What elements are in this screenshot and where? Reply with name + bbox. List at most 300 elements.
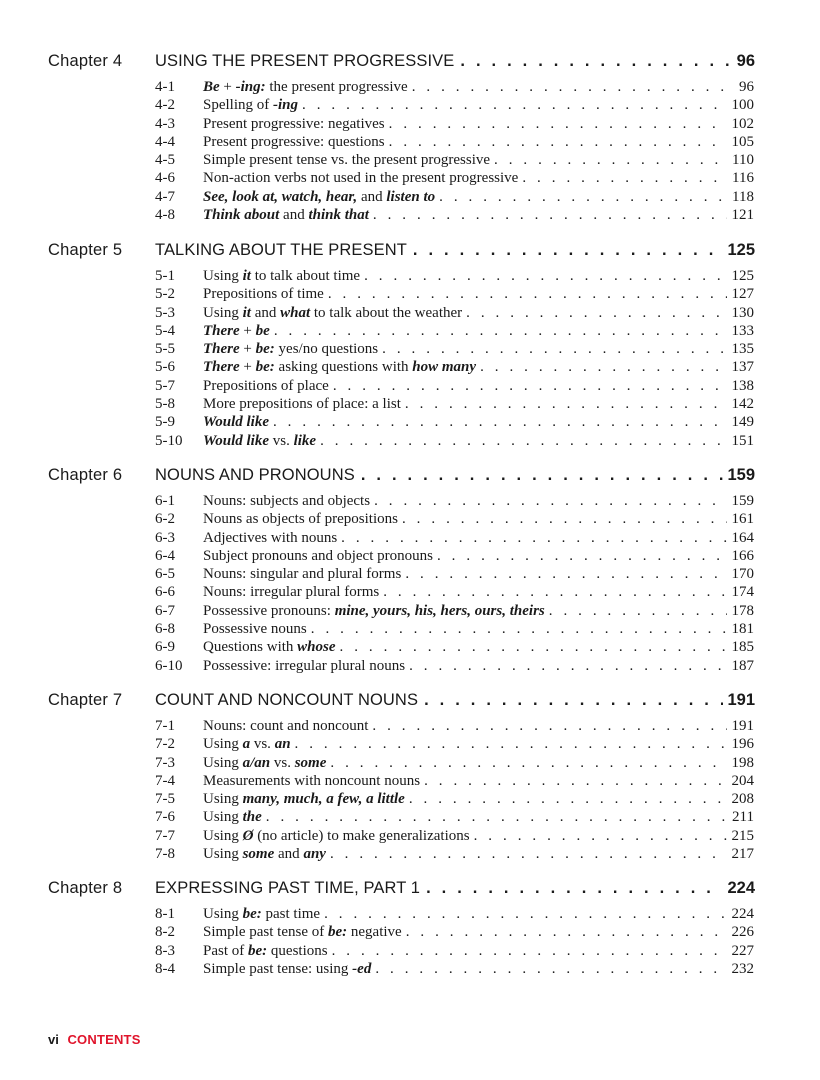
- section-page-number: 118: [732, 188, 754, 205]
- dot-leader: [389, 115, 727, 133]
- chapter-label: Chapter 4: [48, 52, 123, 70]
- section-title-emphasis: be:: [255, 359, 275, 376]
- section-title-text: and: [250, 304, 281, 321]
- dot-leader: [372, 717, 726, 735]
- section-number: 6-5: [155, 566, 175, 583]
- chapter-heading[interactable]: [0, 877, 820, 905]
- section-entry[interactable]: [0, 510, 820, 528]
- section-title-text: Possessive: irregular plural nouns: [203, 657, 406, 674]
- section-number: 5-4: [155, 322, 175, 339]
- section-page-number: 166: [731, 547, 754, 564]
- section-title-text: More prepositions of place: a list: [203, 396, 401, 413]
- section-title-text: vs.: [270, 754, 295, 771]
- dot-leader: [494, 151, 727, 169]
- section-title: [203, 169, 518, 187]
- section-entry[interactable]: [0, 322, 820, 340]
- dot-leader: [409, 657, 726, 675]
- chapter-heading[interactable]: [0, 689, 820, 717]
- chapter-page-number: 224: [727, 879, 755, 897]
- section-title-text: Subject pronouns and object pronouns: [203, 547, 433, 564]
- section-entry[interactable]: [0, 772, 820, 790]
- section-title-emphasis: Think about: [203, 207, 280, 224]
- chapter-page-number: 125: [727, 241, 755, 259]
- section-entry[interactable]: [0, 942, 820, 960]
- chapter-heading[interactable]: [0, 239, 820, 267]
- section-title: [203, 529, 337, 547]
- section-title: [203, 285, 324, 303]
- section-number: 5-6: [155, 359, 175, 376]
- section-title: [203, 413, 269, 431]
- section-page-number: 164: [731, 529, 754, 546]
- section-entry[interactable]: [0, 960, 820, 978]
- section-page-number: 208: [731, 791, 754, 808]
- dot-leader: [273, 413, 727, 431]
- section-page-number: 151: [731, 432, 754, 449]
- section-entry[interactable]: [0, 413, 820, 431]
- section-title-emphasis: be:: [248, 942, 268, 959]
- section-title-text: +: [239, 341, 256, 358]
- chapter-label: Chapter 8: [48, 879, 123, 897]
- dot-leader: [424, 772, 726, 790]
- section-title-text: Prepositions of time: [203, 286, 324, 303]
- section-title-emphasis: See, look at, watch, hear,: [203, 188, 358, 205]
- section-title: [203, 620, 307, 638]
- section-number: 6-2: [155, 511, 175, 528]
- section-title: [203, 923, 402, 941]
- section-entry[interactable]: [0, 151, 820, 169]
- section-title: [203, 377, 329, 395]
- section-entry[interactable]: [0, 133, 820, 151]
- section-title-emphasis: be:: [327, 924, 348, 941]
- section-title: [203, 432, 316, 450]
- section-title-emphasis: be:: [242, 906, 262, 922]
- section-title-text: Using: [203, 754, 243, 771]
- section-title-text: asking questions with: [274, 359, 413, 376]
- section-title-text: Adjectives with nouns: [203, 529, 338, 546]
- section-page-number: 127: [731, 286, 754, 303]
- section-title-emphasis: think that: [308, 207, 369, 224]
- dot-leader: [311, 620, 727, 638]
- chapter-label: Chapter 6: [48, 466, 123, 484]
- section-number: 4-2: [155, 97, 175, 114]
- section-page-number: 159: [731, 493, 754, 509]
- section-page-number: 161: [731, 511, 754, 528]
- section-page-number: 96: [739, 79, 754, 95]
- section-number: 8-2: [155, 924, 175, 941]
- section-entry[interactable]: [0, 377, 820, 395]
- dot-leader: [320, 432, 726, 450]
- section-entry[interactable]: [0, 602, 820, 620]
- section-title: [203, 492, 370, 510]
- section-title-text: Nouns: singular and plural forms: [203, 566, 402, 583]
- section-title: [203, 960, 371, 978]
- section-number: 5-5: [155, 341, 175, 358]
- dot-leader: [405, 395, 727, 413]
- section-page-number: 187: [731, 657, 754, 674]
- section-title-text: Using: [203, 736, 243, 753]
- section-title-text: Using: [203, 791, 243, 808]
- section-number: 4-3: [155, 115, 175, 132]
- section-entry[interactable]: [0, 267, 820, 285]
- dot-leader: [333, 377, 727, 395]
- section-title: [203, 395, 401, 413]
- chapter-block: [0, 464, 820, 675]
- section-title: [203, 340, 378, 358]
- section-title-emphasis: whose: [297, 639, 336, 656]
- dot-leader: [439, 188, 727, 206]
- section-title-text: Present progressive: questions: [203, 133, 385, 150]
- section-title-text: Nouns: irregular plural forms: [203, 584, 380, 601]
- section-title-text: negative: [347, 924, 402, 941]
- section-title: [203, 304, 462, 322]
- section-title-emphasis: a: [242, 736, 251, 753]
- section-page-number: 135: [731, 341, 754, 358]
- section-title: [203, 188, 435, 206]
- section-title-text: Simple past tense of: [203, 924, 328, 941]
- section-title-text: Possessive nouns: [203, 621, 307, 638]
- section-page-number: 196: [731, 736, 754, 753]
- section-entry[interactable]: [0, 115, 820, 133]
- section-number: 4-1: [155, 79, 175, 95]
- section-title-emphasis: -ing: [273, 97, 299, 114]
- section-number: 5-3: [155, 304, 175, 321]
- dot-leader: [324, 905, 726, 923]
- dot-leader: [302, 96, 726, 114]
- section-title-text: +: [219, 79, 236, 95]
- section-title-emphasis: the: [242, 809, 262, 826]
- section-page-number: 174: [731, 584, 754, 601]
- section-page-number: 116: [732, 170, 754, 187]
- section-entry[interactable]: [0, 492, 820, 510]
- section-entry[interactable]: [0, 206, 820, 224]
- section-page-number: 232: [731, 960, 754, 977]
- section-entry[interactable]: [0, 845, 820, 863]
- section-title: [203, 583, 379, 601]
- section-title: [203, 565, 401, 583]
- section-page-number: 181: [731, 621, 754, 638]
- section-title-emphasis: -ing:: [235, 79, 266, 95]
- dot-leader: [424, 689, 723, 711]
- section-entry[interactable]: [0, 432, 820, 450]
- section-title: [203, 808, 262, 826]
- section-page-number: 170: [731, 566, 754, 583]
- section-page-number: 185: [731, 639, 754, 656]
- section-title-text: Past of: [203, 942, 248, 959]
- section-title-text: Spelling of: [203, 97, 273, 114]
- section-title-text: Using: [203, 906, 243, 922]
- section-entry[interactable]: [0, 638, 820, 656]
- chapter-heading[interactable]: [0, 464, 820, 492]
- chapter-block: [0, 50, 820, 224]
- section-title: [203, 115, 385, 133]
- dot-leader: [549, 602, 727, 620]
- section-title-text: Prepositions of place: [203, 377, 329, 394]
- section-number: 8-1: [155, 906, 175, 922]
- dot-leader: [295, 735, 727, 753]
- section-title-emphasis: what: [280, 304, 311, 321]
- chapter-title: TALKING ABOUT THE PRESENT: [155, 241, 407, 259]
- section-title-text: to talk about time: [250, 268, 361, 284]
- dot-leader: [328, 285, 727, 303]
- section-title-text: +: [239, 322, 256, 339]
- section-title: [203, 942, 328, 960]
- section-entry[interactable]: [0, 923, 820, 941]
- section-title: [203, 638, 336, 656]
- section-page-number: 178: [731, 602, 754, 619]
- section-entry[interactable]: [0, 169, 820, 187]
- section-title-text: Simple past tense: using: [203, 960, 353, 977]
- dot-leader: [361, 464, 724, 486]
- section-entry[interactable]: [0, 583, 820, 601]
- section-title-emphasis: Would like: [203, 432, 269, 449]
- dot-leader: [373, 206, 727, 224]
- section-number: 7-1: [155, 718, 175, 734]
- section-title-text: Non-action verbs not used in the present progressive: [203, 170, 519, 187]
- section-entry[interactable]: [0, 565, 820, 583]
- section-entry[interactable]: [0, 754, 820, 772]
- chapter-title: EXPRESSING PAST TIME, PART 1: [155, 879, 421, 897]
- section-title-text: Measurements with noncount nouns: [203, 772, 421, 789]
- section-number: 7-6: [155, 809, 175, 826]
- section-title-emphasis: be: [255, 322, 270, 339]
- dot-leader: [437, 547, 727, 565]
- section-page-number: 149: [731, 414, 754, 431]
- section-page-number: 110: [732, 152, 754, 169]
- dot-leader: [266, 808, 727, 826]
- section-title: [203, 267, 360, 285]
- dot-leader: [480, 358, 726, 376]
- section-title: [203, 322, 270, 340]
- section-page-number: 198: [731, 754, 754, 771]
- section-title: [203, 358, 476, 376]
- section-entry[interactable]: [0, 790, 820, 808]
- section-entry[interactable]: [0, 285, 820, 303]
- section-entry[interactable]: [0, 620, 820, 638]
- section-number: 7-5: [155, 791, 175, 808]
- section-page-number: 121: [731, 207, 754, 224]
- section-title: [203, 547, 433, 565]
- section-title: [203, 78, 408, 96]
- section-title-emphasis: -ed: [352, 960, 372, 977]
- section-title-emphasis: There: [203, 359, 240, 376]
- section-title-text: Nouns as objects of prepositions: [203, 511, 398, 528]
- section-entry[interactable]: [0, 340, 820, 358]
- section-entry[interactable]: [0, 717, 820, 735]
- section-number: 6-1: [155, 493, 175, 509]
- section-page-number: 100: [731, 97, 754, 114]
- section-title-text: to talk about the weather: [310, 304, 463, 321]
- section-title: [203, 754, 326, 772]
- section-title-text: Possessive pronouns:: [203, 602, 335, 619]
- section-title-text: and: [274, 846, 304, 863]
- section-page-number: 130: [731, 304, 754, 321]
- chapter-label: Chapter 7: [48, 691, 123, 709]
- section-title-emphasis: many, much, a few, a little: [242, 791, 405, 808]
- dot-leader: [413, 239, 724, 261]
- dot-leader: [274, 322, 727, 340]
- section-entry[interactable]: [0, 78, 820, 96]
- section-title-emphasis: how many: [412, 359, 477, 376]
- section-entry[interactable]: [0, 304, 820, 322]
- dot-leader: [330, 754, 726, 772]
- footer-label: CONTENTS: [67, 1032, 141, 1047]
- dot-leader: [330, 845, 727, 863]
- section-title: [203, 735, 291, 753]
- section-number: 5-10: [155, 432, 183, 449]
- section-page-number: 105: [731, 133, 754, 150]
- section-entry[interactable]: [0, 96, 820, 114]
- dot-leader: [389, 133, 727, 151]
- dot-leader: [332, 942, 727, 960]
- section-entry[interactable]: [0, 735, 820, 753]
- section-title: [203, 657, 405, 675]
- section-title-emphasis: There: [203, 322, 240, 339]
- section-title-text: questions: [267, 942, 328, 959]
- section-number: 6-4: [155, 547, 175, 564]
- section-title-emphasis: Ø: [242, 827, 254, 844]
- section-title-emphasis: listen to: [386, 188, 436, 205]
- section-entry[interactable]: [0, 188, 820, 206]
- section-title-text: +: [239, 359, 256, 376]
- section-title-text: Using: [203, 268, 243, 284]
- section-page-number: 226: [731, 924, 754, 941]
- section-title-text: and: [279, 207, 309, 224]
- section-number: 8-3: [155, 942, 175, 959]
- section-title: [203, 133, 385, 151]
- chapter-block: [0, 239, 820, 450]
- section-title-text: and: [357, 188, 387, 205]
- section-title: [203, 790, 405, 808]
- footer-page-number: vi: [48, 1032, 59, 1047]
- dot-leader: [374, 492, 726, 510]
- dot-leader: [405, 565, 726, 583]
- section-entry[interactable]: [0, 657, 820, 675]
- dot-leader: [460, 50, 732, 72]
- chapter-title: NOUNS AND PRONOUNS: [155, 466, 355, 484]
- section-number: 7-3: [155, 754, 175, 771]
- section-title-text: past time: [261, 906, 321, 922]
- section-number: 4-4: [155, 133, 175, 150]
- chapter-page-number: 191: [727, 691, 755, 709]
- section-number: 6-10: [155, 657, 183, 674]
- section-entry[interactable]: [0, 827, 820, 845]
- section-page-number: 142: [731, 396, 754, 413]
- section-title: [203, 602, 545, 620]
- section-entry[interactable]: [0, 905, 820, 923]
- section-number: 4-7: [155, 188, 175, 205]
- section-title: [203, 905, 320, 923]
- dot-leader: [409, 790, 727, 808]
- section-entry[interactable]: [0, 395, 820, 413]
- section-number: 7-7: [155, 827, 175, 844]
- dot-leader: [474, 827, 727, 845]
- section-number: 5-1: [155, 268, 175, 284]
- section-number: 4-5: [155, 152, 175, 169]
- section-title-text: Nouns: subjects and objects: [203, 493, 371, 509]
- dot-leader: [406, 923, 727, 941]
- section-number: 7-2: [155, 736, 175, 753]
- dot-leader: [426, 877, 723, 899]
- dot-leader: [375, 960, 726, 978]
- section-page-number: 102: [731, 115, 754, 132]
- dot-leader: [382, 340, 726, 358]
- section-page-number: 204: [731, 772, 754, 789]
- dot-leader: [412, 78, 734, 96]
- section-page-number: 227: [731, 942, 754, 959]
- section-title-emphasis: There: [203, 341, 240, 358]
- section-page-number: 191: [731, 718, 754, 734]
- page-footer: [48, 1032, 141, 1047]
- section-title-emphasis: any: [303, 846, 326, 863]
- dot-leader: [340, 638, 727, 656]
- section-title: [203, 772, 420, 790]
- chapter-title: COUNT AND NONCOUNT NOUNS: [155, 691, 419, 709]
- section-title-text: yes/no questions: [274, 341, 379, 358]
- dot-leader: [364, 267, 726, 285]
- section-title-emphasis: Be: [203, 79, 220, 95]
- section-entry[interactable]: [0, 358, 820, 376]
- section-page-number: 133: [731, 322, 754, 339]
- section-title: [203, 827, 470, 845]
- chapter-block: [0, 877, 820, 978]
- section-entry[interactable]: [0, 547, 820, 565]
- section-title-text: the present progressive: [265, 79, 408, 95]
- section-title-emphasis: Would like: [203, 414, 269, 431]
- section-number: 4-8: [155, 207, 175, 224]
- section-title-text: vs.: [250, 736, 275, 753]
- section-title: [203, 845, 326, 863]
- section-title: [203, 717, 368, 735]
- section-title-text: Simple present tense vs. the present progressive: [203, 152, 491, 169]
- section-entry[interactable]: [0, 808, 820, 826]
- section-page-number: 224: [731, 906, 754, 922]
- section-page-number: 217: [731, 846, 754, 863]
- section-number: 6-9: [155, 639, 175, 656]
- section-title-text: Questions with: [203, 639, 298, 656]
- section-number: 6-8: [155, 621, 175, 638]
- dot-leader: [341, 529, 726, 547]
- section-title-text: Present progressive: negatives: [203, 115, 385, 132]
- section-title: [203, 96, 298, 114]
- chapter-page-number: 159: [727, 466, 755, 484]
- section-entry[interactable]: [0, 529, 820, 547]
- section-number: 6-7: [155, 602, 175, 619]
- section-number: 6-3: [155, 529, 175, 546]
- section-title-emphasis: it: [242, 268, 251, 284]
- section-number: 4-6: [155, 170, 175, 187]
- section-number: 6-6: [155, 584, 175, 601]
- chapter-label: Chapter 5: [48, 241, 123, 259]
- section-page-number: 125: [731, 268, 754, 284]
- section-title-emphasis: a/an: [242, 754, 271, 771]
- section-title: [203, 510, 398, 528]
- chapter-heading[interactable]: [0, 50, 820, 78]
- section-title-text: Nouns: count and noncount: [203, 718, 369, 734]
- section-title: [203, 206, 369, 224]
- section-page-number: 138: [731, 377, 754, 394]
- section-title-emphasis: mine, yours, his, hers, ours, theirs: [334, 602, 545, 619]
- section-title-text: vs.: [268, 432, 294, 449]
- section-number: 7-4: [155, 772, 175, 789]
- dot-leader: [402, 510, 727, 528]
- section-title-emphasis: it: [242, 304, 251, 321]
- dot-leader: [383, 583, 726, 601]
- section-number: 7-8: [155, 846, 175, 863]
- section-number: 5-2: [155, 286, 175, 303]
- section-number: 5-9: [155, 414, 175, 431]
- section-title: [203, 151, 490, 169]
- section-title-emphasis: an: [274, 736, 291, 753]
